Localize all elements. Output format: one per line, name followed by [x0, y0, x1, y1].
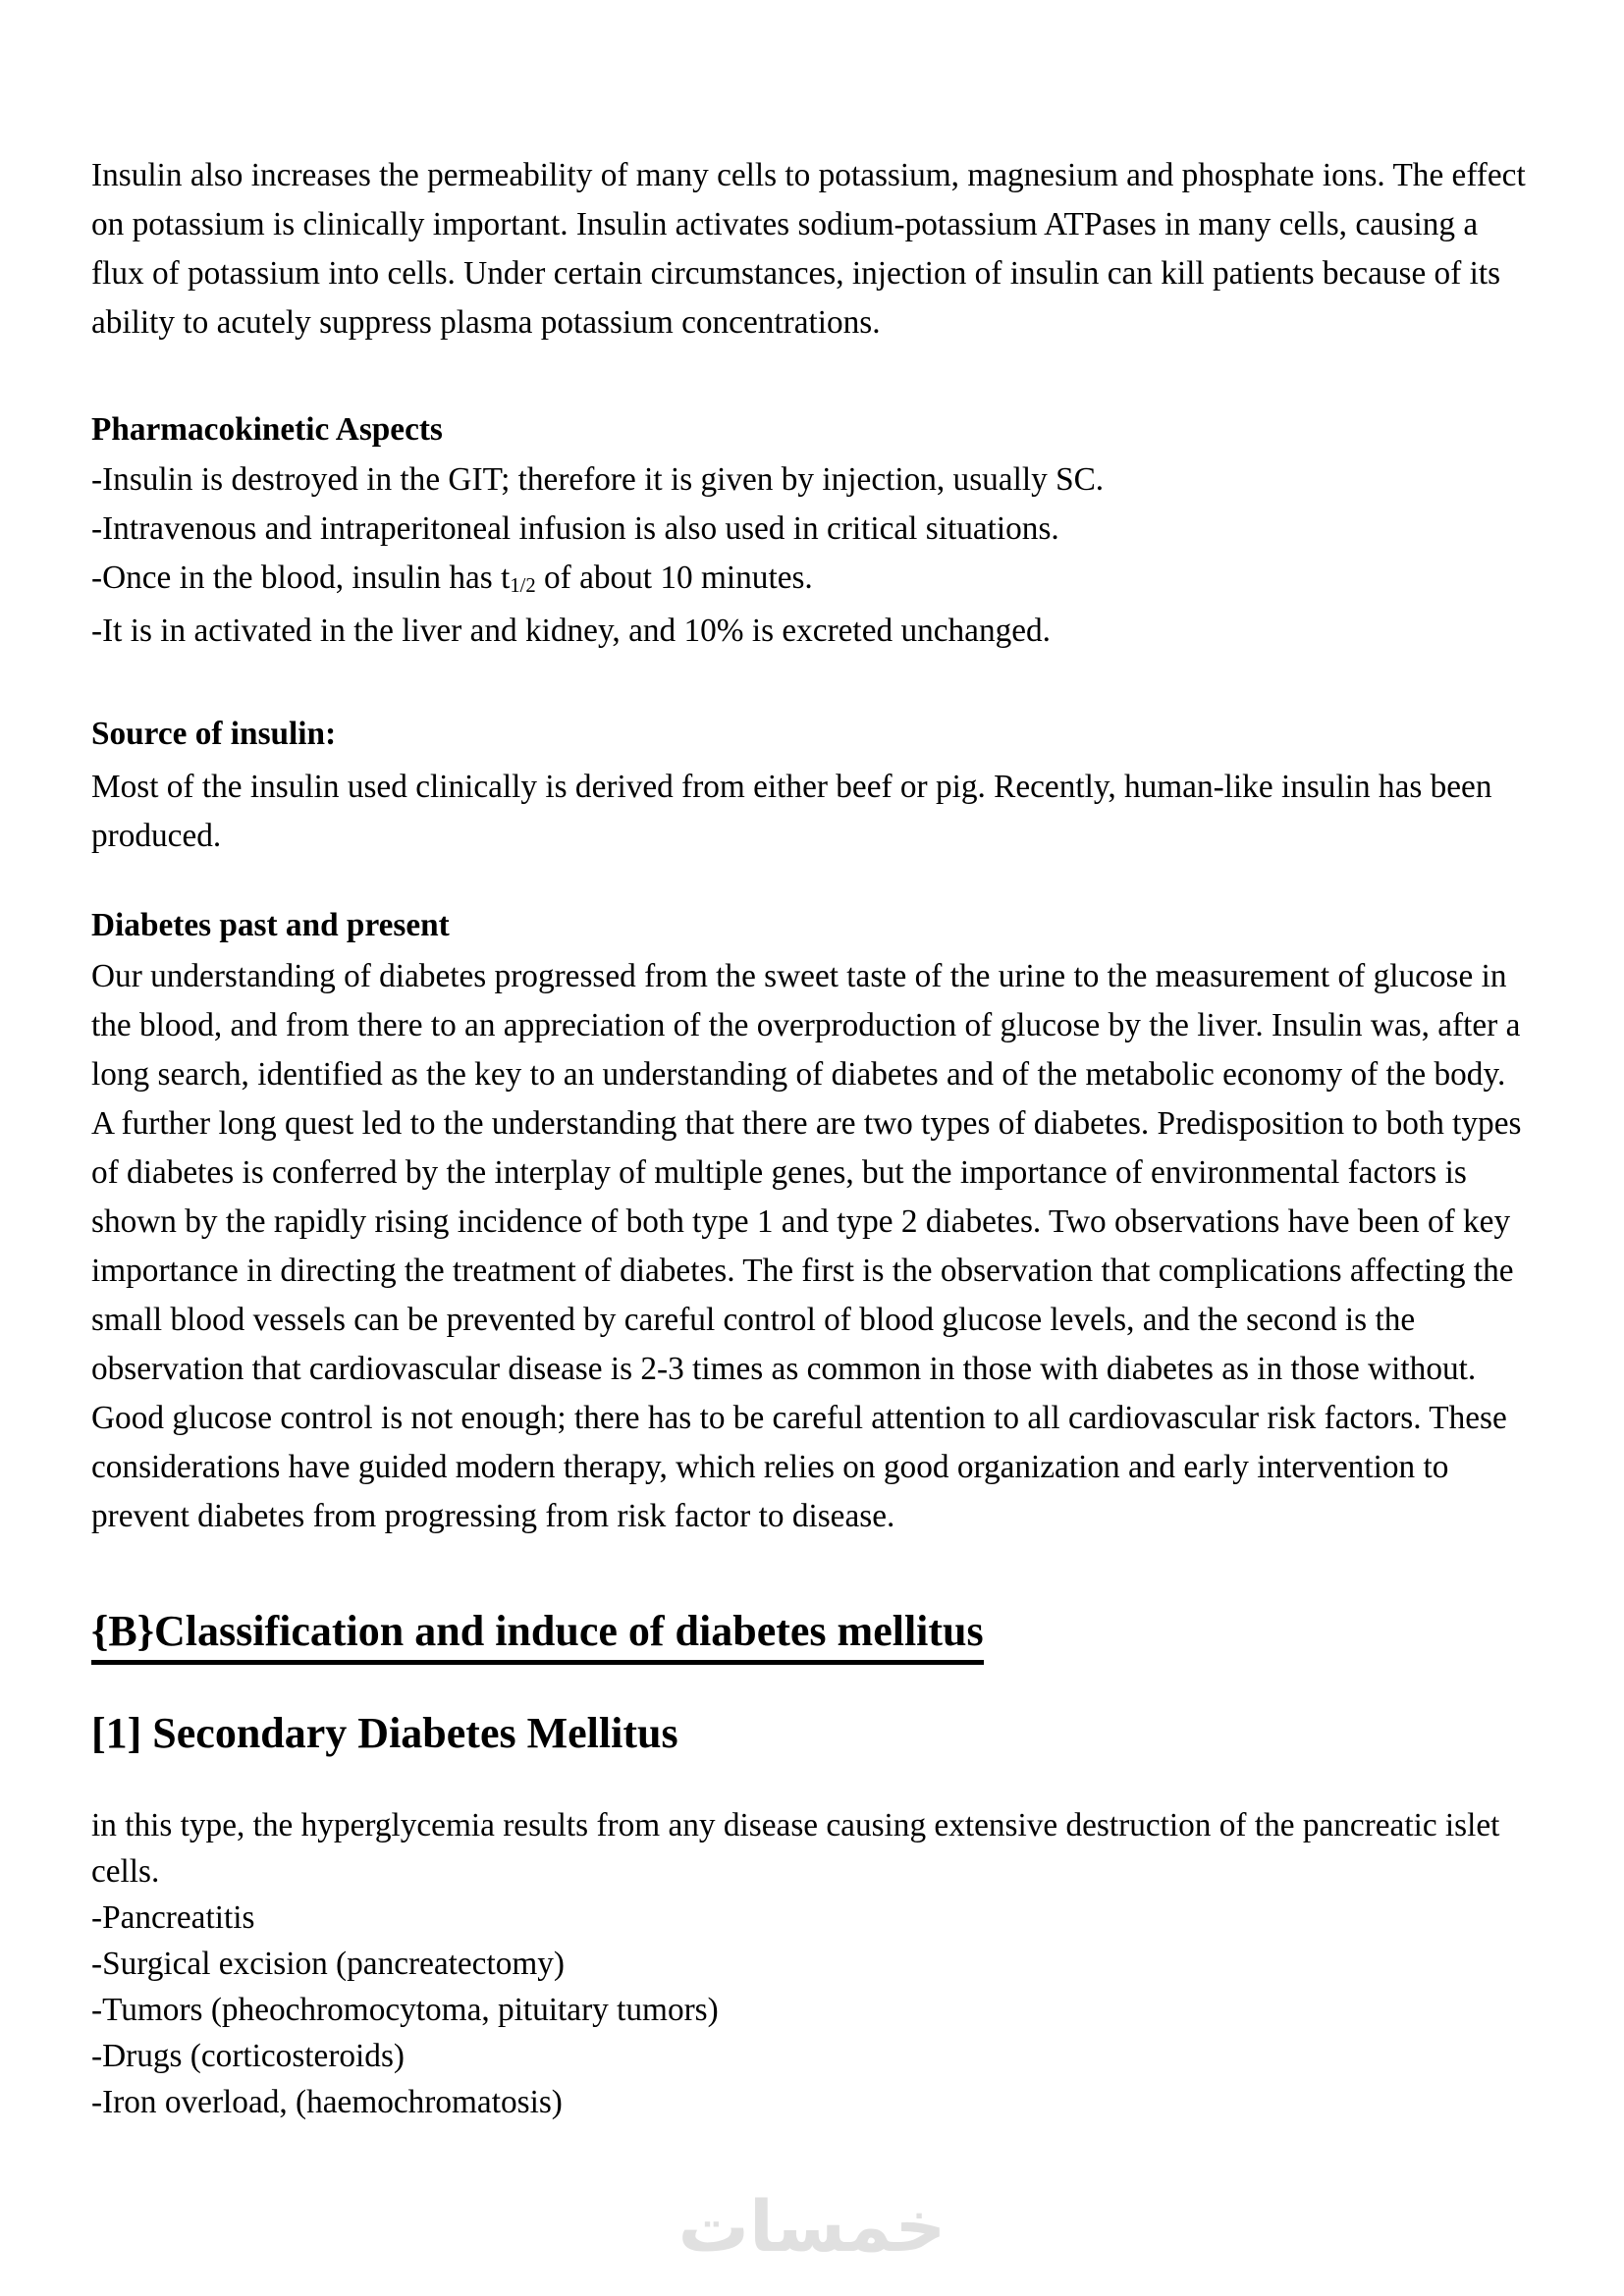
half-life-suffix: of about 10 minutes. — [535, 560, 813, 596]
pharmacokinetics-list — [91, 455, 1533, 656]
diabetes-past-heading: Diabetes past and present — [91, 907, 450, 943]
khamsat-watermark-logo: خمسات — [677, 2185, 947, 2268]
document-content — [91, 0, 1533, 2125]
pharmacokinetics-item: -Intravenous and intraperitoneal infusion is also used in critical situations. — [91, 510, 1059, 547]
secondary-cause-item: -Drugs (corticosteroids) — [91, 2038, 406, 2074]
secondary-diabetes-paragraph: in this type, the hyperglycemia results from any disease causing extensive destruction of the pancreatic islet cells. — [91, 1807, 1500, 1890]
secondary-diabetes-heading: [1] Secondary Diabetes Mellitus — [91, 1709, 678, 1757]
source-paragraph: Most of the insulin used clinically is derived from either beef or pig. Recently, human-like insulin has been produced. — [91, 769, 1492, 854]
secondary-diabetes-section — [91, 1802, 1533, 2125]
secondary-cause-item: -Pancreatitis — [91, 1899, 255, 1936]
source-heading: Source of insulin: — [91, 716, 337, 752]
intro-paragraph: Insulin also increases the permeability of many cells to potassium, magnesium and phosphate ions. The effect on potassium is clinically important. Insulin activates sodium-potassium ATPases in many cells, causing a flux of potassium into cells. Under certain circumstances, injection of insulin can kill patients because of its ability to acutely suppress plasma potassium concentrations. — [91, 157, 1526, 341]
secondary-cause-item: -Tumors (pheochromocytoma, pituitary tumors) — [91, 1992, 719, 2028]
half-life-prefix: -Once in the blood, insulin has t — [91, 560, 511, 596]
pharmacokinetics-item: -It is in activated in the liver and kidney, and 10% is excreted unchanged. — [91, 613, 1051, 649]
classification-heading — [91, 1606, 1533, 1665]
diabetes-past-paragraph: Our understanding of diabetes progressed from the sweet taste of the urine to the measurement of glucose in the blood, and from there to an appreciation of the overproduction of glucose by the liver. Insulin was, after a long search, identified as the key to an understanding of diabetes and of the metabolic economy of the body. A further long quest led to the understanding that there are two types of diabetes. Predisposition to both types of diabetes is conferred by the interplay of multiple genes, but the importance of environmental factors is shown by the rapidly rising incidence of both type 1 and type 2 diabetes. Two observations have been of key importance in directing the treatment of diabetes. The first is the observation that complications affecting the small blood vessels can be prevented by careful control of blood glucose levels, and the second is the observation that cardiovascular disease is 2-3 times as common in those with diabetes as in those without. Good glucose control is not enough; there has to be careful attention to all cardiovascular risk factors. These considerations have guided modern therapy, which relies on good organization and early intervention to prevent diabetes from progressing from risk factor to disease. — [91, 958, 1522, 1534]
half-life-subscript: 1/2 — [510, 574, 536, 597]
secondary-cause-item: -Iron overload, (haemochromatosis) — [91, 2084, 563, 2120]
classification-heading-text: {B}Classification and induce of diabetes mellitus — [91, 1606, 984, 1665]
pharmacokinetics-item-half-life — [91, 554, 1533, 607]
secondary-cause-item: -Surgical excision (pancreatectomy) — [91, 1946, 565, 1982]
pharmacokinetics-item: -Insulin is destroyed in the GIT; therefore it is given by injection, usually SC. — [91, 461, 1105, 498]
pharmacokinetics-heading: Pharmacokinetic Aspects — [91, 411, 443, 448]
